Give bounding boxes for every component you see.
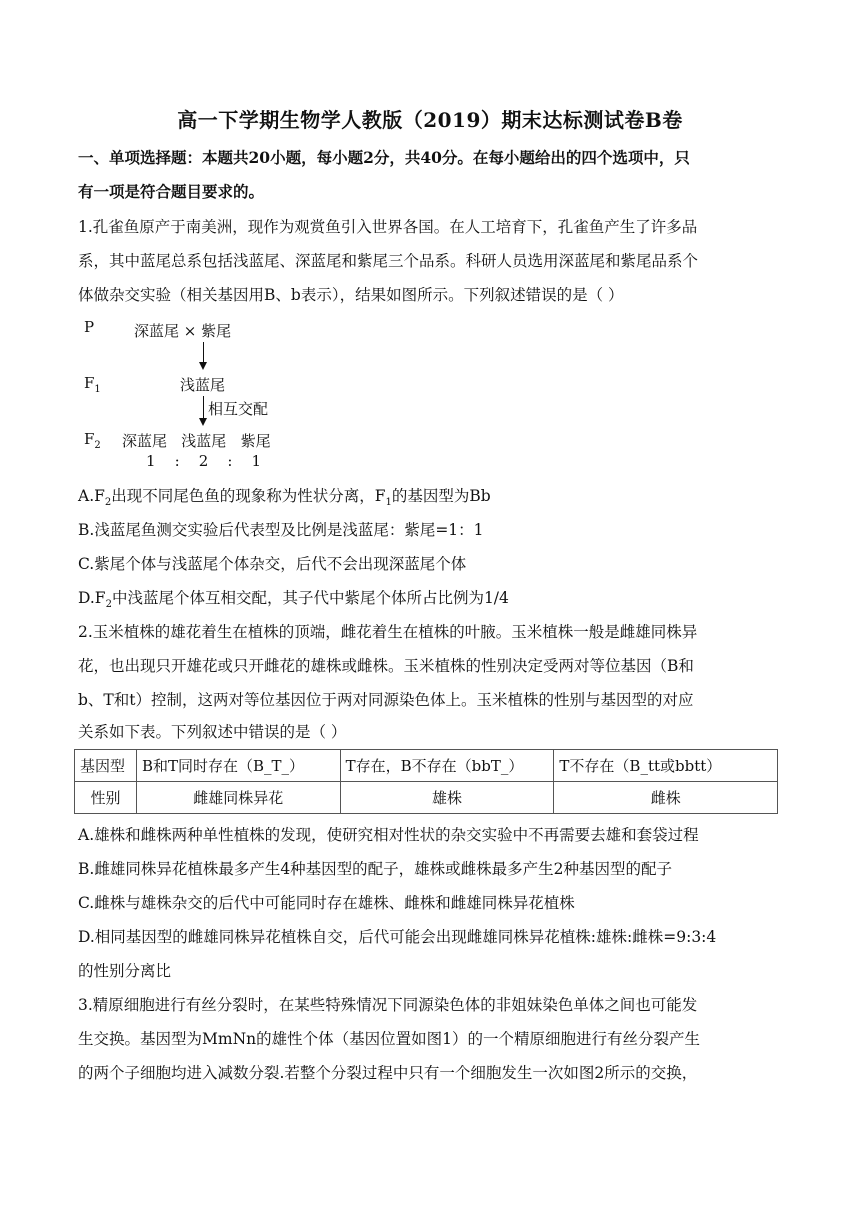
arrow-head-2: [199, 418, 207, 426]
diagram-p-label: P: [84, 318, 95, 336]
q2-stem-line-1: 2.玉米植株的雄花着生在植株的顶端，雌花着生在植株的叶腋。玉米植株一般是雌雄同株异: [78, 623, 698, 641]
q2-option-a: A.雄株和雌株两种单性植株的发现，使研究相对性状的杂交实验中不再需要去雄和套袋过程: [78, 826, 699, 844]
q1-stem-line-3: 体做杂交实验（相关基因用B、b表示），结果如图所示。下列叙述错误的是（ ）: [78, 286, 624, 304]
q3-stem-line-3: 的两个子细胞均进入减数分裂.若整个分裂过程中只有一个细胞发生一次如图2所示的交换，: [78, 1064, 698, 1082]
section-heading-line-1: 一、单项选择题：本题共20小题，每小题2分，共40分。在每小题给出的四个选项中，只: [78, 148, 690, 167]
q2-option-d-line-1: D.相同基因型的雌雄同株异花植株自交，后代可能会出现雌雄同株异花植株:雄株:雌株=9:3:4: [78, 928, 717, 946]
table-cell: T存在，B不存在（bbT_）: [340, 750, 554, 782]
arrow-p-to-f1: [203, 342, 204, 364]
q2-stem-line-2: 花，也出现只开雄花或只开雌花的雄株或雌株。玉米植株的性别决定受两对等位基因（B和: [78, 657, 694, 675]
q1-stem-line-2: 系，其中蓝尾总系包括浅蓝尾、深蓝尾和紫尾三个品系。科研人员选用深蓝尾和紫尾品系个: [78, 252, 699, 270]
table-cell: T不存在（B_tt或bbtt）: [554, 750, 778, 782]
q1-option-a: $A.F_2$出现不同尾色鱼的现象称为性状分离，$F_1$的基因型为Bb: [78, 487, 491, 509]
diagram-p-cross: 深蓝尾 × 紫尾: [134, 322, 232, 340]
diagram-f2-phenotypes: 深蓝尾 浅蓝尾 紫尾: [122, 432, 271, 450]
table-cell: 基因型: [75, 750, 137, 782]
table-row: [75, 782, 778, 814]
q3-stem-line-1: 3.精原细胞进行有丝分裂时，在某些特殊情况下同源染色体的非姐妹染色单体之间也可能发: [78, 996, 698, 1014]
diagram-f1-phenotype: 浅蓝尾: [180, 376, 226, 394]
genotype-sex-table: [74, 749, 778, 814]
q2-option-c: C.雌株与雄株杂交的后代中可能同时存在雄株、雌株和雌雄同株异花植株: [78, 894, 575, 912]
diagram-cross-label: 相互交配: [208, 400, 269, 418]
q1-option-d: $D.F_2$中浅蓝尾个体互相交配，其子代中紫尾个体所占比例为1/4: [78, 589, 509, 611]
table-cell: 性别: [75, 782, 137, 814]
arrow-f1-to-f2: [203, 396, 204, 420]
table-row: [75, 750, 778, 782]
q2-option-d-line-2: 的性别分离比: [78, 962, 172, 980]
page-title: 高一下学期生物学人教版（2019）期末达标测试卷B卷: [177, 108, 683, 132]
q2-stem-line-4: 关系如下表。下列叙述中错误的是（ ）: [78, 723, 347, 741]
q1-option-c: C.紫尾个体与浅蓝尾个体杂交，后代不会出现深蓝尾个体: [78, 555, 467, 573]
arrow-head-1: [199, 362, 207, 370]
q3-stem-line-2: 生交换。基因型为MmNn的雄性个体（基因位置如图1）的一个精原细胞进行有丝分裂产生: [78, 1030, 700, 1048]
diagram-f1-label: $F_1$: [84, 374, 101, 395]
section-heading-line-2: 有一项是符合题目要求的。: [78, 182, 265, 201]
table-cell: B和T同时存在（B_T_）: [136, 750, 340, 782]
q2-stem-line-3: b、T和t）控制，这两对等位基因位于两对同源染色体上。玉米植株的性别与基因型的对应: [78, 691, 694, 709]
table-cell: 雌雄同株异花: [136, 782, 340, 814]
table-cell: 雄株: [340, 782, 554, 814]
q1-option-b: B.浅蓝尾鱼测交实验后代表型及比例是浅蓝尾：紫尾=1：1: [78, 521, 484, 539]
cross-diagram: [84, 316, 314, 476]
diagram-f2-ratio: 1 : 2 : 1: [146, 452, 262, 470]
q1-stem-line-1: 1.孔雀鱼原产于南美洲，现作为观赏鱼引入世界各国。在人工培育下，孔雀鱼产生了许多品: [78, 218, 698, 236]
diagram-f2-label: $F_2$: [84, 430, 101, 451]
table-cell: 雌株: [554, 782, 778, 814]
q2-option-b: B.雌雄同株异花植株最多产生4种基因型的配子，雄株或雌株最多产生2种基因型的配子: [78, 860, 673, 878]
